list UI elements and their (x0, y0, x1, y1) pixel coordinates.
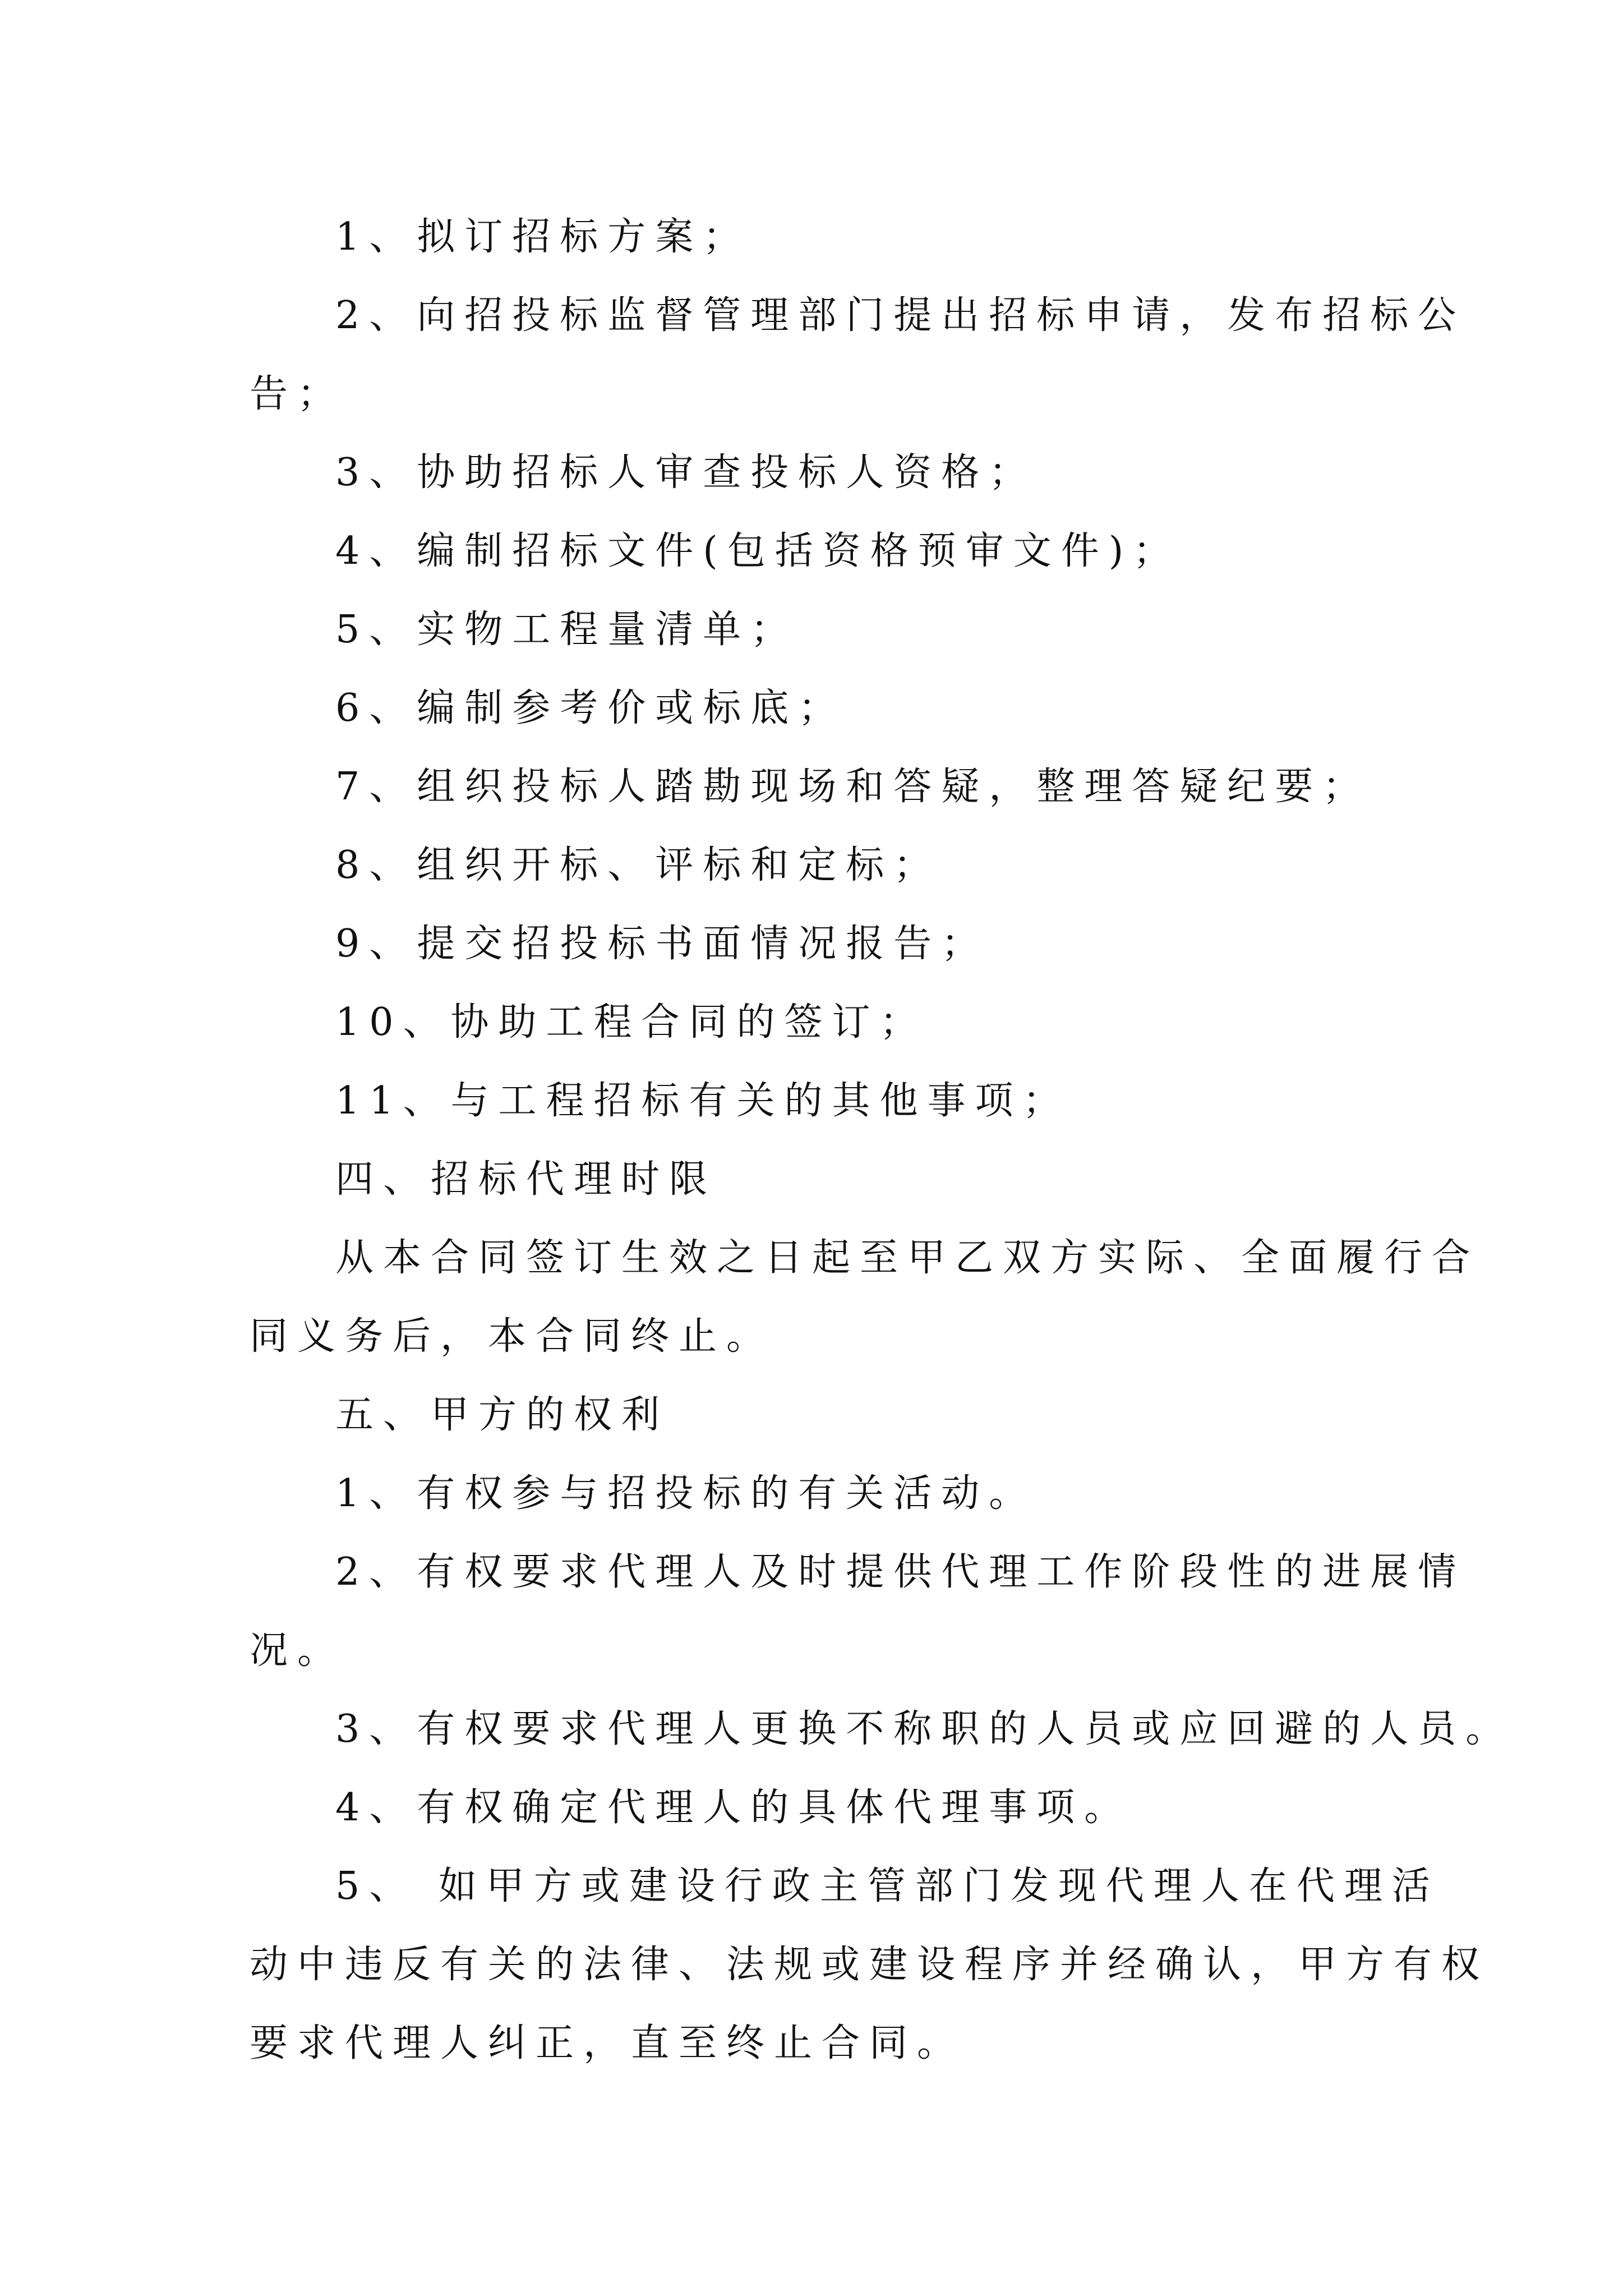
section-4-heading: 四、招标代理时限 (335, 1157, 717, 1202)
item-4-line: 4、编制招标文件(包括资格预审文件)； (335, 529, 1181, 573)
right-2-line-1: 2、有权要求代理人及时提供代理工作阶段性的进展情 (335, 1550, 1466, 1594)
right-5-line-2: 动中违反有关的法律、法规或建设程序并经确认，甲方有权 (250, 1943, 1490, 1987)
item-1-line: 1、拟订招标方案； (335, 215, 751, 259)
item-2-line-1: 2、向招投标监督管理部门提出招标申请，发布招标公 (335, 293, 1466, 338)
right-3-line: 3、有权要求代理人更换不称职的人员或应回避的人员。 (335, 1707, 1514, 1751)
item-6-line: 6、编制参考价或标底； (335, 686, 846, 730)
item-2-line-2: 告； (250, 372, 345, 416)
right-1-line: 1、有权参与招投标的有关活动。 (335, 1471, 1037, 1516)
item-3-line: 3、协助招标人审查投标人资格； (335, 450, 1037, 495)
item-7-line: 7、组织投标人踏勘现场和答疑，整理答疑纪要； (335, 765, 1371, 809)
item-5-line: 5、实物工程量清单； (335, 608, 799, 652)
right-2-line-2: 况。 (250, 1628, 345, 1673)
right-5-line-3: 要求代理人纠正，直至终止合同。 (250, 2021, 965, 2065)
item-10-line: 10、协助工程合同的签订； (335, 1000, 928, 1045)
term-line-2: 同义务后，本合同终止。 (250, 1314, 774, 1359)
item-11-line: 11、与工程招标有关的其他事项； (335, 1079, 1071, 1123)
right-4-line: 4、有权确定代理人的具体代理事项。 (335, 1786, 1132, 1830)
right-5-line-1: 5、 如甲方或建设行政主管部门发现代理人在代理活 (335, 1864, 1440, 1908)
item-8-line: 8、组织开标、评标和定标； (335, 843, 942, 887)
section-5-heading: 五、甲方的权利 (335, 1393, 670, 1437)
item-9-line: 9、提交招投标书面情况报告； (335, 922, 989, 966)
term-line-1: 从本合同签订生效之日起至甲乙双方实际、全面履行合 (335, 1236, 1480, 1280)
